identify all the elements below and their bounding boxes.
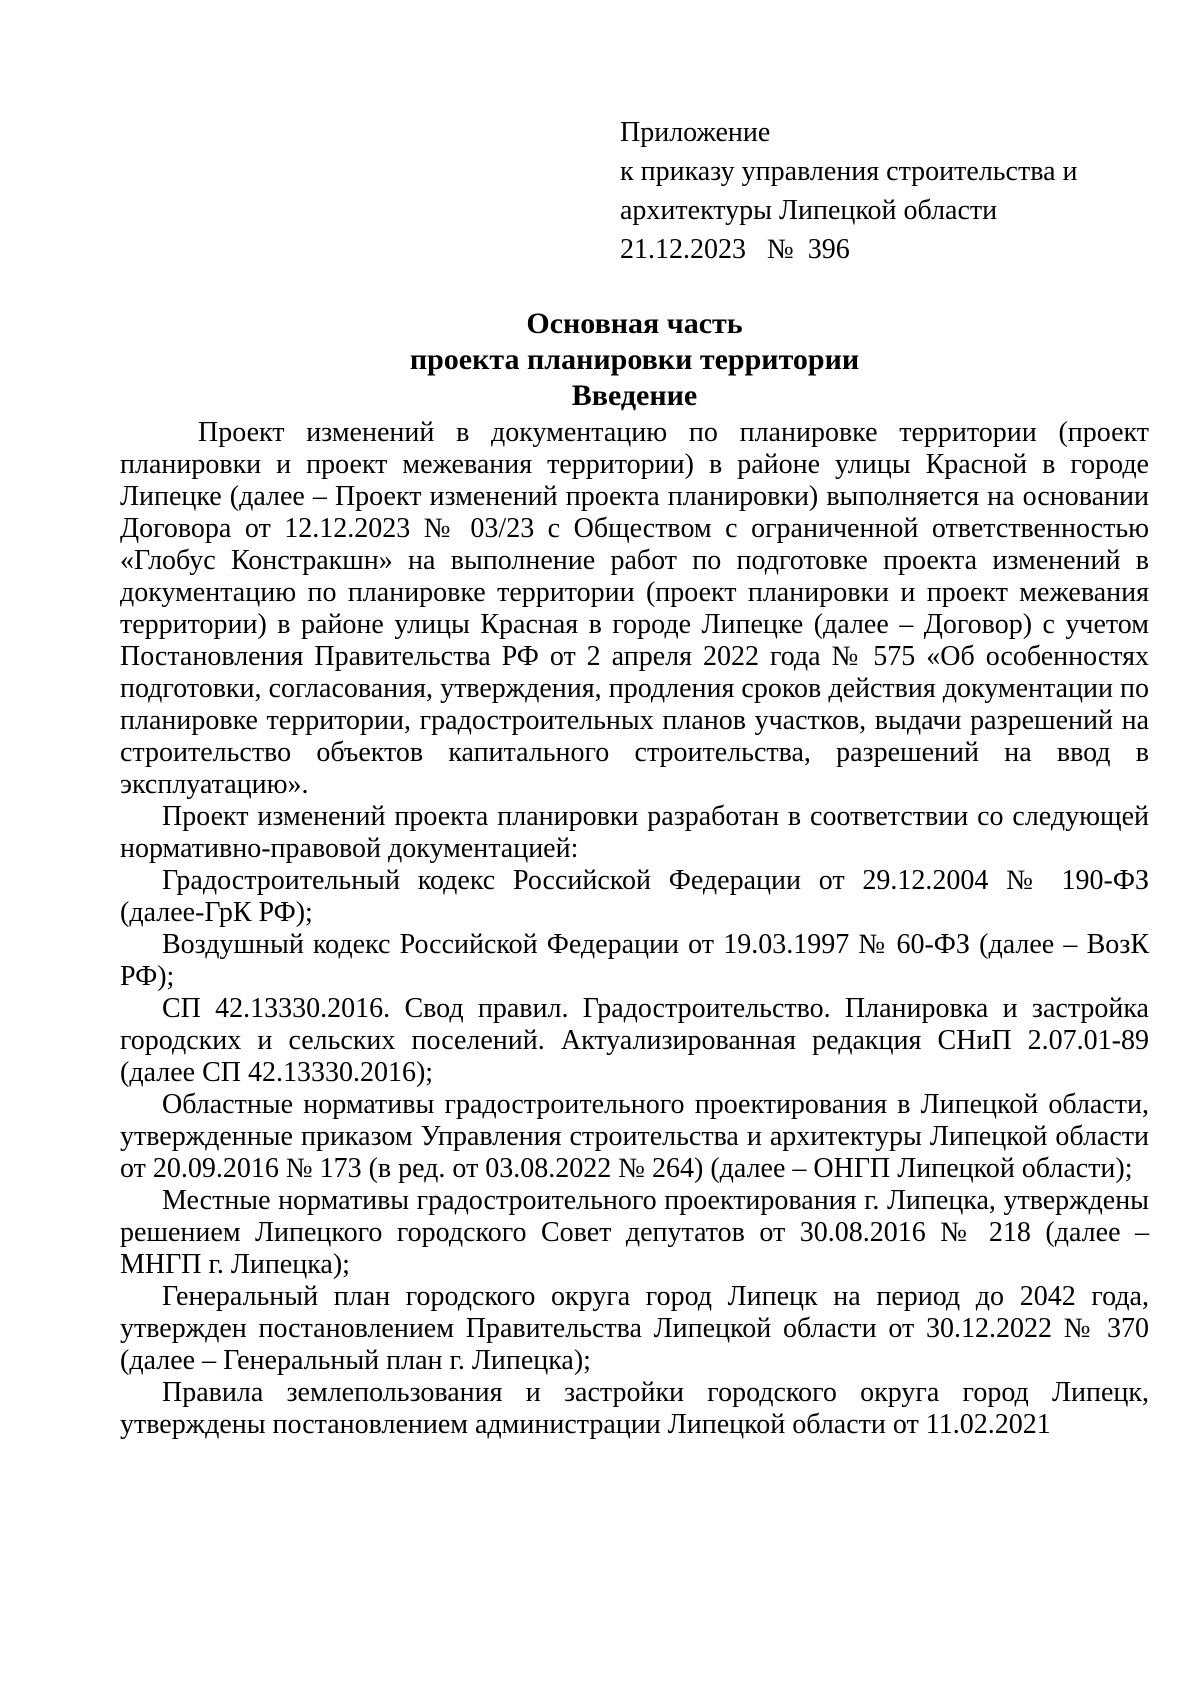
paragraph-sp-42: СП 42.13330.2016. Свод правил. Градостроительство. Планировка и застройка городских и сельских поселений. Актуализированная редакция СНиП 2.07.01-89 (далее СП 42.13330.2016); — [120, 993, 1149, 1088]
appendix-line-3: архитектуры Липецкой области — [620, 195, 998, 226]
section-heading-introduction: Введение — [571, 379, 698, 412]
appendix-block — [620, 113, 1078, 269]
paragraph-ongp: Областные нормативы градостроительного проектирования в Липецкой области, утвержденные приказом Управления строительства и архитектуры Липецкой области от 20.09.2016 № 173 (в ред. от 03.08.2022 № 264) (далее – ОНГП Липецкой области); — [120, 1089, 1149, 1184]
paragraph-pzz: Правила землепользования и застройки городского округа город Липецк, утверждены постановлением администрации Липецкой области от 11.02.2021 — [120, 1377, 1149, 1440]
paragraph-vozk-rf: Воздушный кодекс Российской Федерации от 19.03.1997 № 60-ФЗ (далее – ВозК РФ); — [120, 929, 1149, 992]
paragraph-general-plan: Генеральный план городского округа город Липецк на период до 2042 года, утвержден постановлением Правительства Липецкой области от 30.12.2022 № 370 (далее – Генеральный план г. Липецка); — [120, 1281, 1149, 1376]
document-body — [120, 417, 1149, 1441]
paragraph-project-basis: Проект изменений в документацию по планировке территории (проект планировки и проект межевания территории) в районе улицы Красной в городе Липецке (далее – Проект изменений проекта планировки) выполняется на основании Договора от 12.12.2023 № 03/23 с Обществом с ограниченной ответственностью «Глобус Констракшн» на выполнение работ по подготовке проекта изменений в документацию по планировке территории (проект планировки и проект межевания территории) в районе улицы Красная в городе Липецке (далее – Договор) с учетом Постановления Правительства РФ от 2 апреля 2022 года № 575 «Об особенностях подготовки, согласования, утверждения, продления сроков действия документации по планировке территории, градостроительных планов участков, выдачи разрешений на строительство объектов капитального строительства, разрешений на ввод в эксплуатацию». — [120, 417, 1149, 800]
title-sub: проекта планировки территории — [409, 343, 860, 376]
paragraph-normative-intro: Проект изменений проекта планировки разработан в соответствии со следующей нормативно-правовой документацией: — [120, 801, 1149, 864]
appendix-line-4-date-number: 21.12.2023 № 396 — [620, 234, 850, 265]
appendix-line-2: к приказу управления строительства и — [620, 156, 1078, 187]
appendix-line-1: Приложение — [620, 117, 771, 148]
paragraph-mngp: Местные нормативы градостроительного проектирования г. Липецка, утверждены решением Липецкого городского Совет депутатов от 30.08.2016 № 218 (далее – МНГП г. Липецка); — [120, 1185, 1149, 1280]
paragraph-grk-rf: Градостроительный кодекс Российской Федерации от 29.12.2004 № 190-ФЗ (далее-ГрК РФ); — [120, 865, 1149, 928]
title-main: Основная часть — [526, 307, 743, 340]
document-title-block — [120, 306, 1149, 414]
